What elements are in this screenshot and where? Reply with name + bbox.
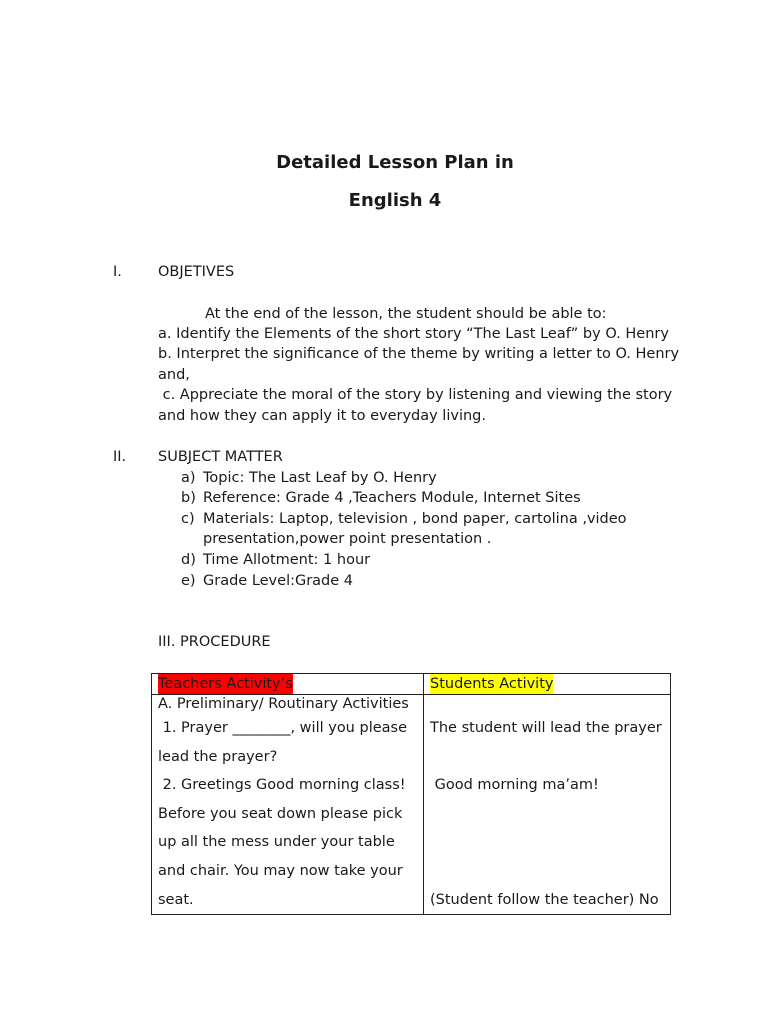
teacher-line: lead the prayer?: [158, 748, 278, 765]
procedure-table: [151, 673, 671, 915]
subject-item-letter: a): [181, 470, 196, 486]
table-header-row: [152, 674, 671, 695]
objectives-intro: At the end of the lesson, the student should be able to:: [205, 306, 607, 322]
subject-item-text: Topic: The Last Leaf by O. Henry: [203, 470, 437, 486]
teacher-activity-header: Teachers Activity’s: [158, 676, 293, 692]
procedure-heading: III. PROCEDURE: [158, 634, 271, 650]
student-line: [430, 695, 664, 714]
student-line: The student will lead the prayer: [430, 720, 662, 736]
objectives-heading: OBJETIVES: [158, 264, 235, 280]
subject-item-letter: e): [181, 573, 196, 589]
student-line: [430, 800, 664, 829]
subject-item-text: Time Allotment: 1 hour: [203, 552, 371, 568]
subject-matter-heading: SUBJECT MATTER: [158, 449, 283, 465]
student-activity-header-cell: [424, 674, 671, 695]
objective-line: and how they can apply it to everyday living.: [158, 408, 486, 424]
student-line: [430, 828, 664, 857]
teacher-line: up all the mess under your table: [158, 834, 395, 851]
title-line-2: English 4: [348, 190, 442, 211]
student-activity-header: Students Activity: [430, 676, 554, 692]
teacher-line: 2. Greetings Good morning class!: [158, 777, 406, 794]
objectives-numeral: I.: [113, 264, 122, 280]
teacher-line: seat.: [158, 891, 194, 908]
subject-item-text: Reference: Grade 4 ,Teachers Module, Internet Sites: [203, 490, 581, 506]
title-line-1: Detailed Lesson Plan in: [276, 152, 514, 173]
subject-item-letter: d): [181, 552, 196, 568]
student-line: [430, 743, 664, 772]
teacher-activity-cell: [152, 695, 424, 915]
table-row: [152, 695, 671, 915]
student-activity-cell: [424, 695, 671, 915]
subject-item-text: Materials: Laptop, television , bond paper, cartolina ,video: [203, 511, 627, 527]
teacher-line: 1. Prayer ________, will you please: [158, 720, 407, 736]
subject-item-letter: c): [181, 511, 195, 527]
objective-line: c. Appreciate the moral of the story by listening and viewing the story: [158, 387, 673, 403]
objective-line: and,: [158, 367, 190, 383]
student-line: Good morning ma’am!: [430, 777, 599, 794]
objective-line: b. Interpret the significance of the theme by writing a letter to O. Henry: [158, 346, 680, 362]
teacher-activity-header-cell: [152, 674, 424, 695]
subject-item-letter: b): [181, 490, 196, 506]
objective-line: a. Identify the Elements of the short story “The Last Leaf” by O. Henry: [158, 326, 669, 342]
student-line: (Student follow the teacher) No: [430, 891, 659, 908]
subject-item-text: Grade Level:Grade 4: [203, 573, 354, 589]
student-line: [430, 857, 664, 886]
teacher-line: A. Preliminary/ Routinary Activities: [158, 696, 409, 712]
teacher-line: Before you seat down please pick: [158, 805, 403, 822]
subject-item-text: presentation,power point presentation .: [203, 531, 492, 547]
subject-matter-numeral: II.: [113, 449, 127, 465]
teacher-line: and chair. You may now take your: [158, 862, 403, 879]
